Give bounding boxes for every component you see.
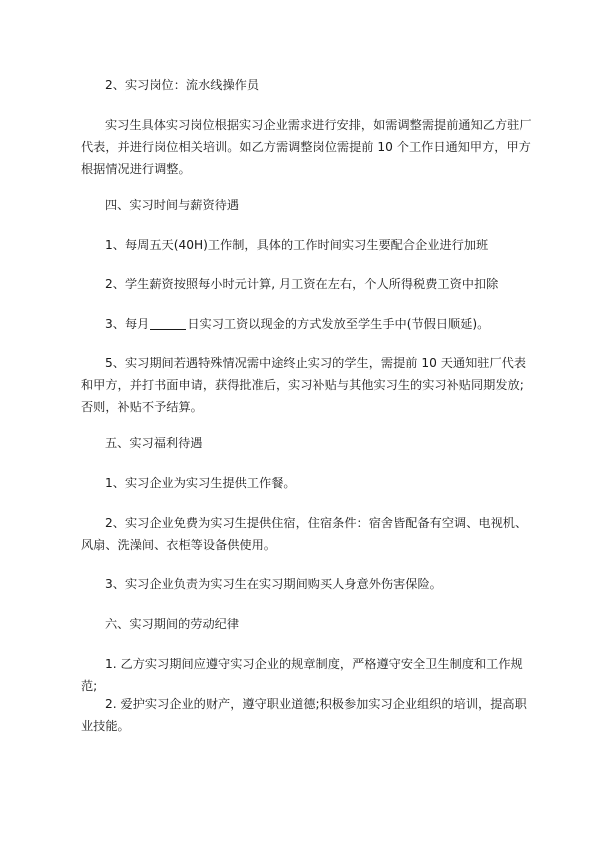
section-six-heading: 六、实习期间的劳动纪律 [105,617,240,631]
blank-underline [150,315,186,330]
termination-item: 5、实习期间若遇特殊情况需中途终止实习的学生，需提前 10 天通知驻厂代表和甲方，并打书面申请，获得批准后，实习补贴与其他实习生的实习补贴同期发放;否则，补贴不予结算。 [81,356,527,414]
meal-item: 1、实习企业为实习生提供工作餐。 [105,476,296,490]
section-four-heading: 四、实习时间与薪资待遇 [105,198,240,212]
discipline-item-1: 1. 乙方实习期间应遵守实习企业的规章制度，严格遵守安全卫生制度和工作规范; [81,657,523,693]
work-schedule-item: 1、每周五天(40H)工作制，具体的工作时间实习生要配合企业进行加班 [105,238,489,252]
housing-item: 2、实习企业免费为实习生提供住宿，住宿条件：宿舍皆配备有空调、电视机、风扇、洗澡间、衣柜等设备供使用。 [81,516,528,552]
position-paragraph: 实习生具体实习岗位根据实习企业需求进行安排，如需调整需提前通知乙方驻厂代表，并进行岗位相关培训。如乙方需调整岗位需提前 10 个工作日通知甲方，甲方根据情况进行调整。 [81,118,532,176]
insurance-item: 3、实习企业负责为实习生在实习期间购买人身意外伤害保险。 [105,577,442,591]
payday-item-prefix: 3、每月 [105,317,150,331]
salary-item: 2、学生薪资按照每小时元计算, 月工资在左右，个人所得税费工资中扣除 [105,277,499,291]
payday-item-suffix: 日实习工资以现金的方式发放至学生手中(节假日顺延)。 [187,317,490,331]
section-five-heading: 五、实习福利待遇 [105,436,203,450]
payday-item [81,313,535,335]
position-heading: 2、实习岗位：流水线操作员 [105,78,260,92]
discipline-item-2: 2. 爱护实习企业的财产，遵守职业道德;积极参加实习企业组织的培训，提高职业技能。 [81,697,527,733]
